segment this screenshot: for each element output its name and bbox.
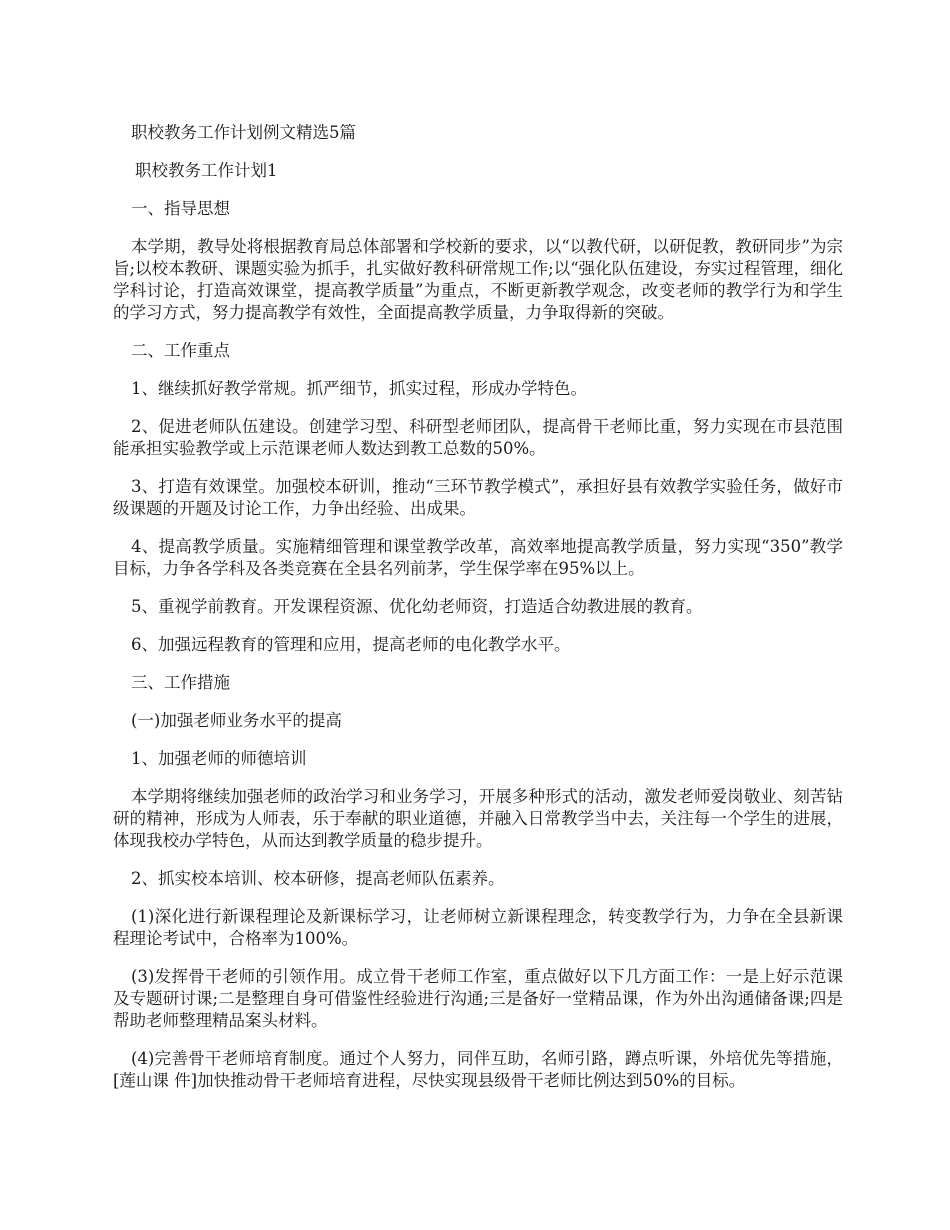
list-item-focus-1: 1、继续抓好教学常规。抓严细节，抓实过程，形成办学特色。 bbox=[131, 379, 587, 398]
paragraph-new-curriculum: (1)深化进行新课程理论及新课标学习，让老师树立新课程理念，转变教学行为，力争在全县新课程理论考试中，合格率为100%。 bbox=[113, 907, 843, 948]
item-heading-ethics-training: 1、加强老师的师德培训 bbox=[131, 749, 307, 768]
section-heading-work-focus: 二、工作重点 bbox=[131, 341, 230, 360]
paragraph-backbone-teachers-role: (3)发挥骨干老师的引领作用。成立骨干老师工作室，重点做好以下几方面工作：一是上好示范课及专题研讨课;二是整理自身可借鉴性经验进行沟通;三是备好一堂精品课，作为外出沟通储备课;四是帮助老师整理精品案头材料。 bbox=[113, 967, 843, 1030]
paragraph-ethics-training: 本学期将继续加强老师的政治学习和业务学习，开展多种形式的活动，激发老师爱岗敬业、刻苦钻研的精神，形成为人师表，乐于奉献的职业道德，并融入日常教学当中去，关注每一个学生的进展，体现我校办学特色，从而达到教学质量的稳步提升。 bbox=[113, 787, 843, 850]
paragraph-backbone-teachers-system: (4)完善骨干老师培育制度。通过个人努力，同伴互助，名师引路，蹲点听课，外培优先等措施，[莲山课 件]加快推动骨干老师培育进程，尽快实现县级骨干老师比例达到50%的目标。 bbox=[113, 1049, 843, 1090]
list-item-focus-6: 6、加强远程教育的管理和应用，提高老师的电化教学水平。 bbox=[131, 635, 571, 654]
list-item-focus-5: 5、重视学前教育。开发课程资源、优化幼老师资，打造适合幼教进展的教育。 bbox=[131, 597, 703, 616]
list-item-focus-2: 2、促进老师队伍建设。创建学习型、科研型老师团队，提高骨干老师比重，努力实现在市县范围能承担实验教学或上示范课老师人数达到教工总数的50%。 bbox=[113, 417, 843, 458]
section-heading-guiding-idea: 一、指导思想 bbox=[131, 199, 230, 218]
item-heading-school-training: 2、抓实校本培训、校本研修，提高老师队伍素养。 bbox=[131, 869, 505, 888]
paragraph-guiding-idea: 本学期，教导处将根据教育局总体部署和学校新的要求，以“以教代研，以研促教，教研同步”为宗旨;以校本教研、课题实验为抓手，扎实做好教科研常规工作;以“强化队伍建设，夯实过程管理，细化学科讨论，打造高效课堂，提高教学质量”为重点，不断更新教学观念，改变老师的教学行为和学生的学习方式，努力提高教学有效性，全面提高教学质量，力争取得新的突破。 bbox=[113, 237, 843, 322]
section-heading-measures: 三、工作措施 bbox=[131, 673, 230, 692]
list-item-focus-4: 4、提高教学质量。实施精细管理和课堂教学改革，高效率地提高教学质量，努力实现“350”教学目标，力争各学科及各类竞赛在全县名列前茅，学生保学率在95%以上。 bbox=[113, 537, 843, 578]
plan-heading: 职校教务工作计划1 bbox=[135, 161, 278, 180]
list-item-focus-3: 3、打造有效课堂。加强校本研训，推动“三环节教学模式”，承担好县有效教学实验任务，做好市级课题的开题及讨论工作，力争出经验、出成果。 bbox=[113, 477, 843, 518]
subsection-heading-teacher-skills: (一)加强老师业务水平的提高 bbox=[131, 711, 342, 730]
document-title: 职校教务工作计划例文精选5篇 bbox=[131, 123, 356, 142]
document-body bbox=[113, 122, 843, 1108]
